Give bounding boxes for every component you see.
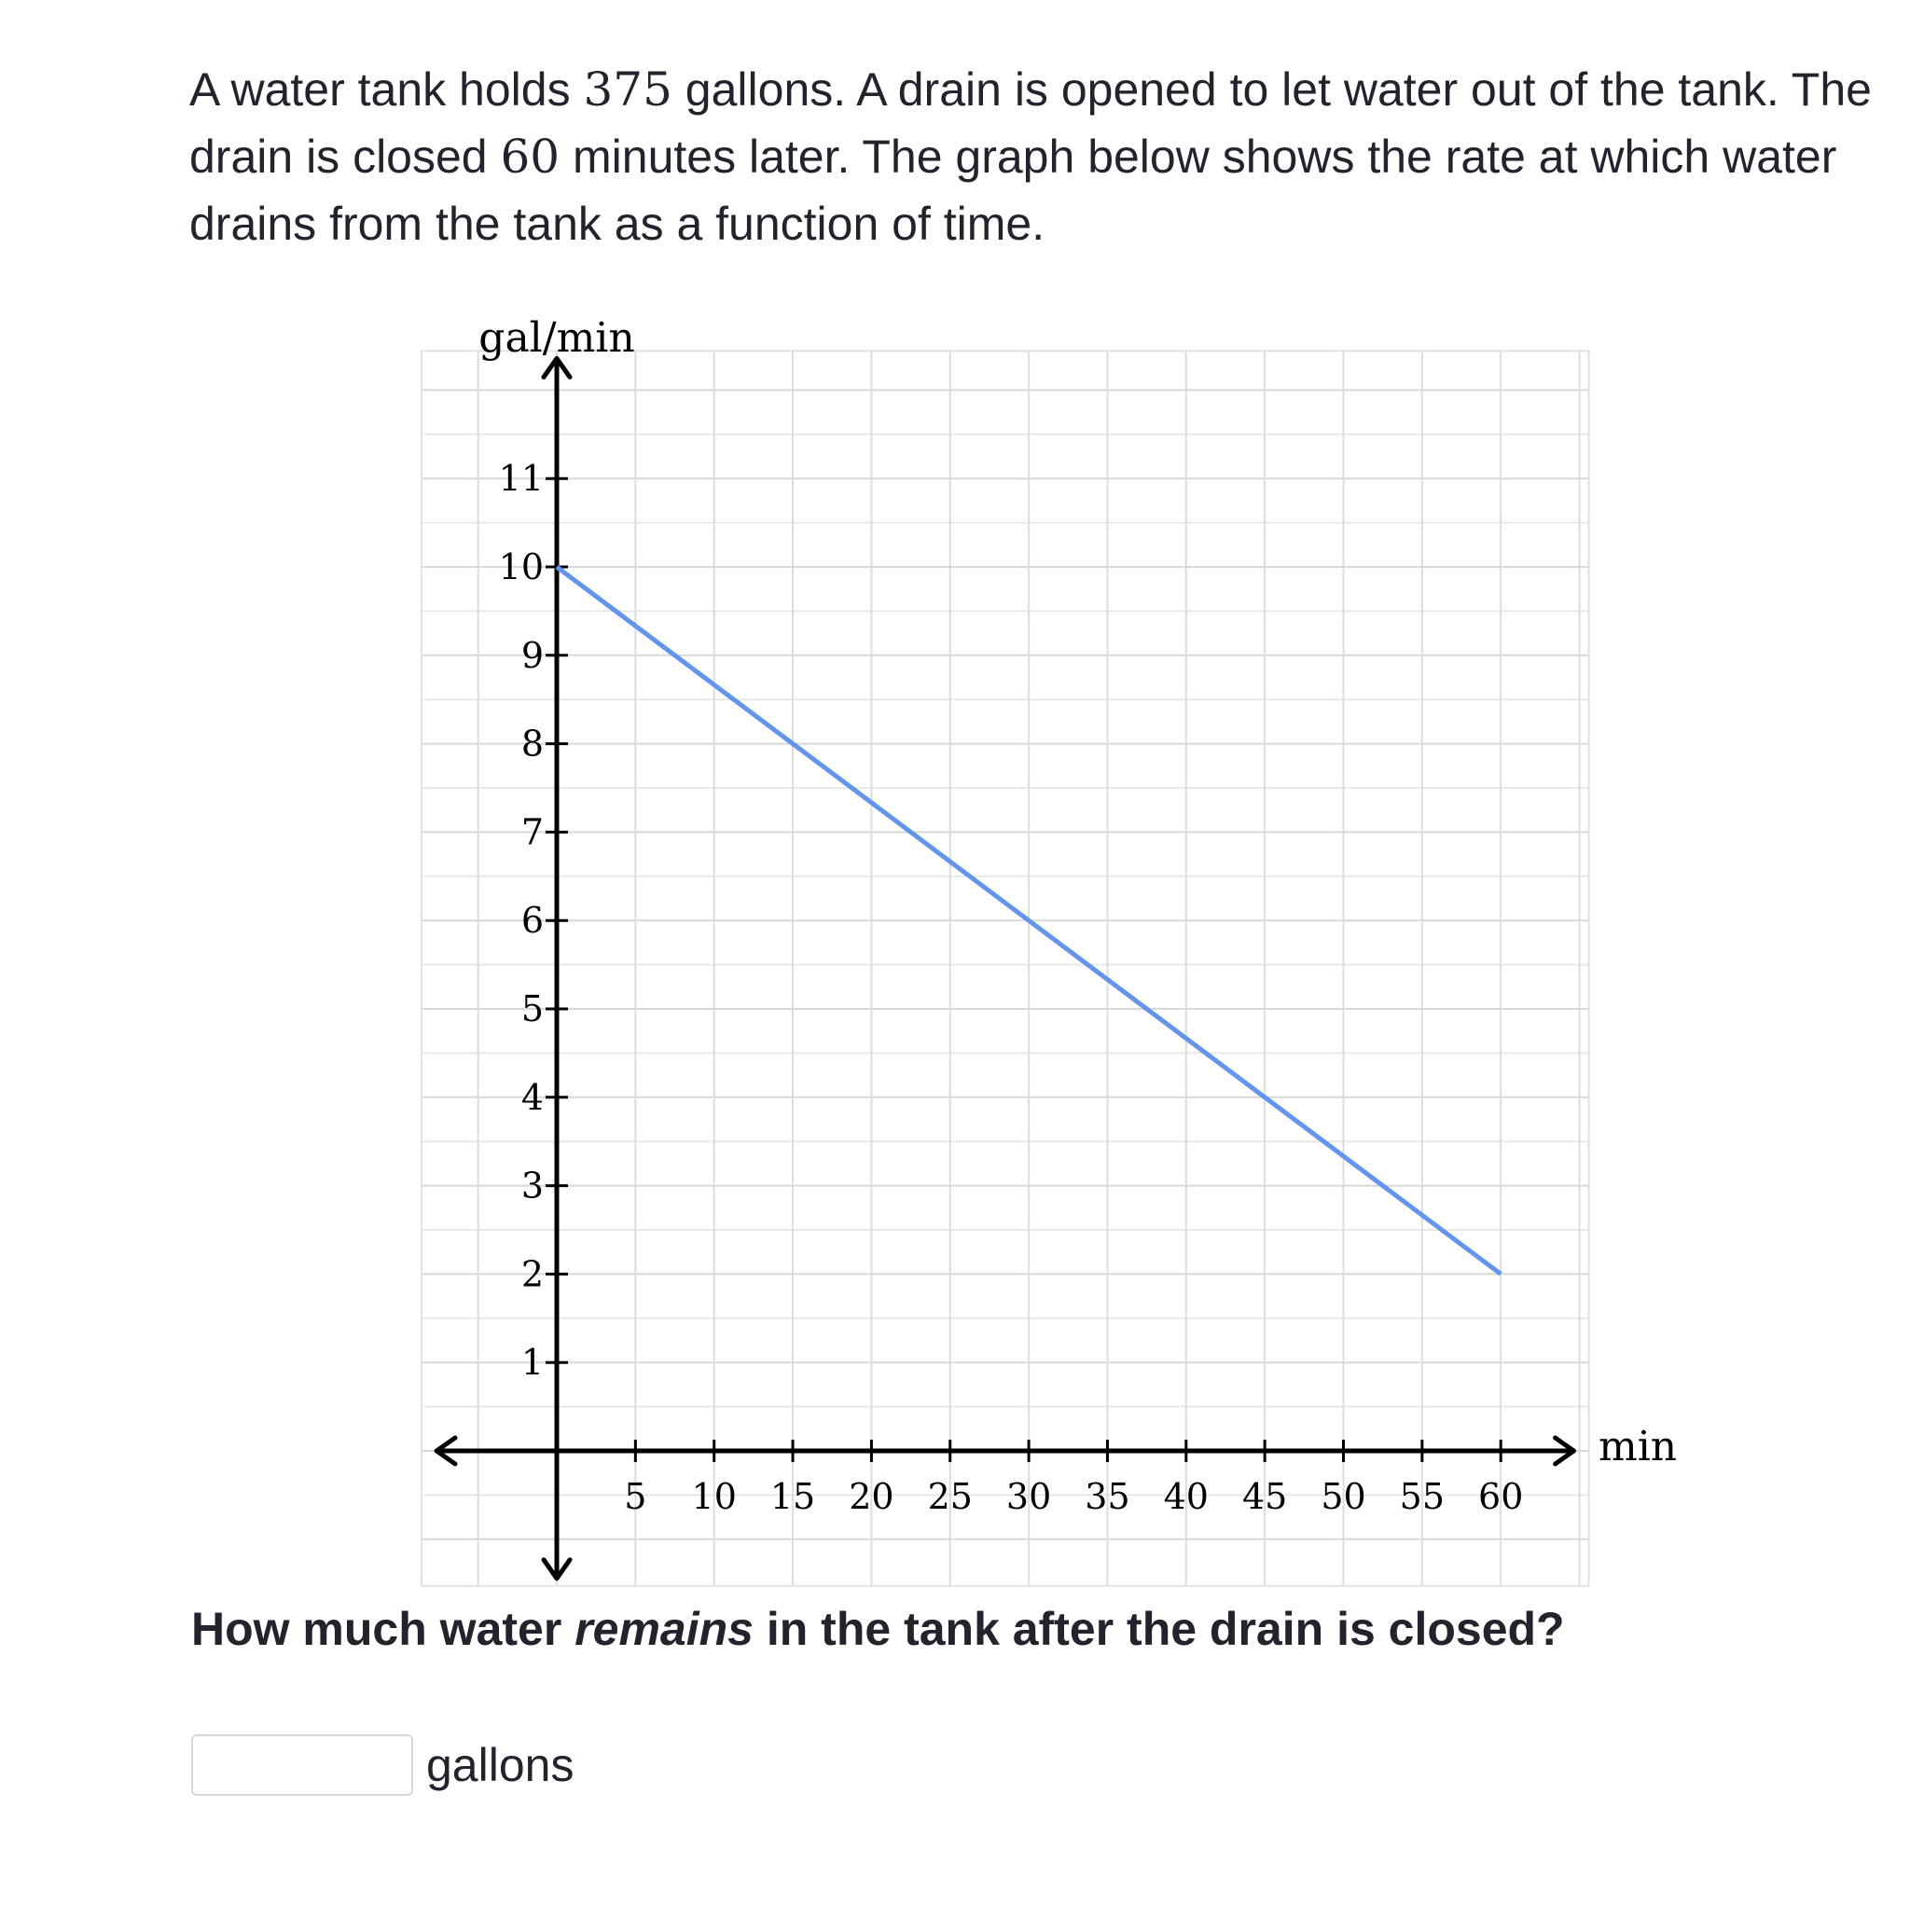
x-tick-label: 5	[624, 1476, 647, 1517]
drain-minutes-value: 60	[500, 130, 561, 184]
question-before: How much water	[191, 1603, 575, 1655]
y-axis-label: gal/min	[478, 314, 635, 362]
x-tick-label: 50	[1321, 1476, 1366, 1517]
y-tick-label: 11	[498, 458, 544, 500]
x-tick-label: 15	[769, 1476, 816, 1517]
graph-axes	[436, 358, 1574, 1578]
graph-labels	[478, 314, 1677, 1470]
y-tick-label: 6	[520, 900, 544, 942]
y-tick-label: 10	[498, 546, 544, 587]
answer-unit-label: gallons	[426, 1739, 574, 1791]
answer-row	[191, 1732, 574, 1799]
y-tick-label: 9	[520, 634, 544, 676]
problem-text-part2: gallons. A drain is opened to let water out of the tank. The drain is closed	[189, 63, 1872, 183]
y-tick-label: 7	[520, 811, 544, 853]
graph-ticks	[499, 458, 1524, 1517]
x-axis-label: min	[1599, 1423, 1678, 1470]
x-tick-label: 10	[691, 1476, 737, 1517]
problem-text-part1: A water tank holds	[189, 63, 584, 116]
x-tick-label: 25	[927, 1476, 973, 1517]
y-tick-label: 2	[520, 1253, 544, 1295]
y-tick-label: 4	[520, 1076, 544, 1118]
graph-grid	[422, 351, 1589, 1585]
x-tick-label: 20	[849, 1476, 894, 1517]
question-emphasis: remains	[574, 1603, 754, 1655]
problem-statement	[189, 56, 1887, 257]
problem-text-part3: minutes later. The graph below shows the rate at which water drains from the tank as a function of time.	[189, 131, 1837, 250]
x-tick-label: 30	[1005, 1476, 1052, 1517]
answer-input[interactable]	[191, 1734, 413, 1796]
x-tick-label: 60	[1478, 1476, 1524, 1517]
question-text	[191, 1602, 1565, 1656]
question-after: in the tank after the drain is closed?	[753, 1603, 1565, 1655]
x-tick-label: 45	[1241, 1476, 1288, 1517]
x-tick-label: 35	[1085, 1476, 1130, 1517]
y-tick-label: 8	[520, 723, 544, 765]
tank-capacity-value: 375	[583, 62, 672, 117]
x-tick-label: 55	[1399, 1476, 1446, 1517]
y-tick-label: 5	[520, 988, 544, 1029]
grid-border	[422, 351, 1589, 1585]
y-tick-label: 1	[520, 1342, 544, 1384]
x-tick-label: 40	[1163, 1476, 1209, 1517]
y-tick-label: 3	[520, 1165, 544, 1207]
